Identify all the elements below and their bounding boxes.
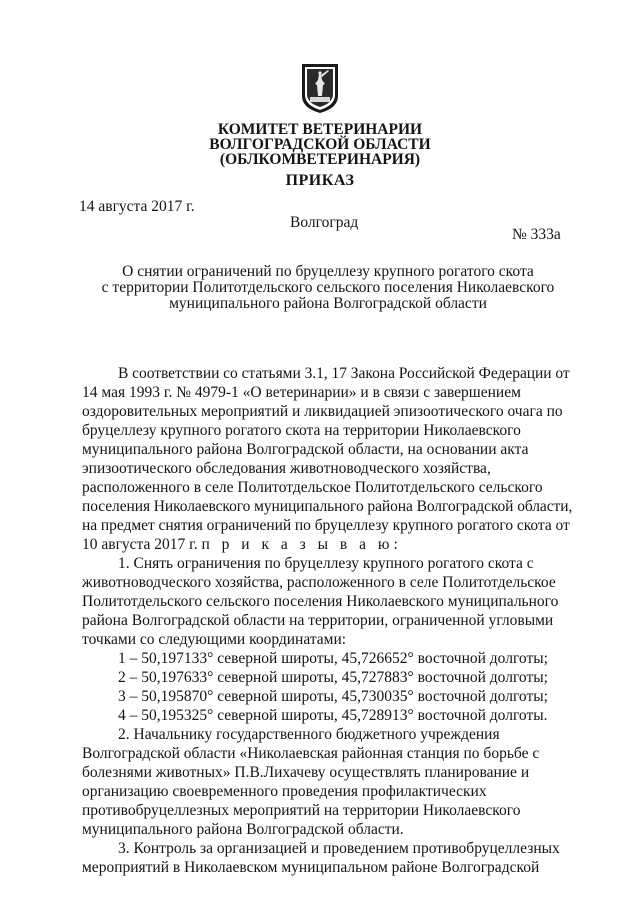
body-line: муниципального района Волгоградской области, на основании акта [82,441,529,458]
document-number: № 333а [512,226,561,243]
body-line: В соответствии со статьями 3.1, 17 Закона Российской Федерации от [118,365,570,382]
org-name-line-2: ВОЛГОГРАДСКОЙ ОБЛАСТИ [209,136,431,153]
body-line: поселения Николаевского муниципального района Волгоградской области, [82,498,573,515]
body-line: муниципального района Волгоградской области. [82,821,404,838]
org-name-line-1: КОМИТЕТ ВЕТЕРИНАРИИ [217,121,423,138]
document-date: 14 августа 2017 г. [79,198,195,215]
coordinate-line: 2 – 50,197633° северной широты, 45,727883° восточной долготы; [118,669,548,686]
order-date-ref: 10 августа 2017 г. [82,536,198,553]
body-line [82,535,568,554]
body-line: организацию своевременного проведения профилактических [82,783,487,800]
body-line: района Волгоградской области на территории, ограниченной угловыми [82,612,554,629]
body-line: животноводческого хозяйства, расположенного в селе Политотдельское [82,574,556,591]
body-line: 3. Контроль за организацией и проведением противобруцеллезных [118,840,560,857]
body-line: эпизоотического обследования животноводческого хозяйства, [82,460,491,477]
document-subject [60,264,596,312]
body-line: точками со следующими координатами: [82,631,347,648]
subject-line: муниципального района Волгоградской области [169,295,487,312]
body-line: Волгоградской области «Николаевская районная станция по борьбе с [82,745,540,762]
org-name-line-3: (ОБЛКОМВЕТЕРИНАРИЯ) [219,151,421,168]
order-keyword: п р и к а з ы в а ю: [201,536,402,553]
body-line: 2. Начальнику государственного бюджетного учреждения [118,726,500,743]
volgograd-coat-of-arms-icon [300,62,340,114]
body-line: расположенного в селе Политотдельское Политотдельского сельского [82,479,543,496]
body-line: бруцеллезу крупного рогатого скота на территории Николаевского [82,422,521,439]
body-line: мероприятий в Николаевском муниципальном районе Волгоградской [82,859,540,876]
body-line: противобруцеллезных мероприятий на территории Николаевского [82,802,521,819]
document-body [82,364,573,877]
subject-line: О снятии ограничений по бруцеллезу крупного рогатого скота [122,263,534,280]
body-line: на предмет снятия ограничений по бруцеллезу крупного рогатого скота от [82,517,570,534]
subject-line: с территории Политотдельского сельского поселения Николаевского [101,279,555,296]
body-line: Политотдельского сельского поселения Николаевского муниципального [82,593,559,610]
body-line: оздоровительных мероприятий и ликвидацией эпизоотического очага по [82,403,563,420]
document-city: Волгоград [290,214,359,231]
body-line: 14 мая 1993 г. № 4979-1 «О ветеринарии» и в связи с завершением [82,384,521,401]
coordinate-line: 1 – 50,197133° северной широты, 45,726652° восточной долготы; [118,650,548,667]
coordinate-line: 4 – 50,195325° северной широты, 45,728913° восточной долготы. [118,707,548,724]
document-type-title: ПРИКАЗ [285,172,355,189]
body-line: 1. Снять ограничения по бруцеллезу крупного рогатого скота с [118,555,534,572]
body-line: болезнями животных» П.В.Лихачеву осуществлять планирование и [82,764,530,781]
coordinate-line: 3 – 50,195870° северной широты, 45,730035° восточной долготы; [118,688,548,705]
